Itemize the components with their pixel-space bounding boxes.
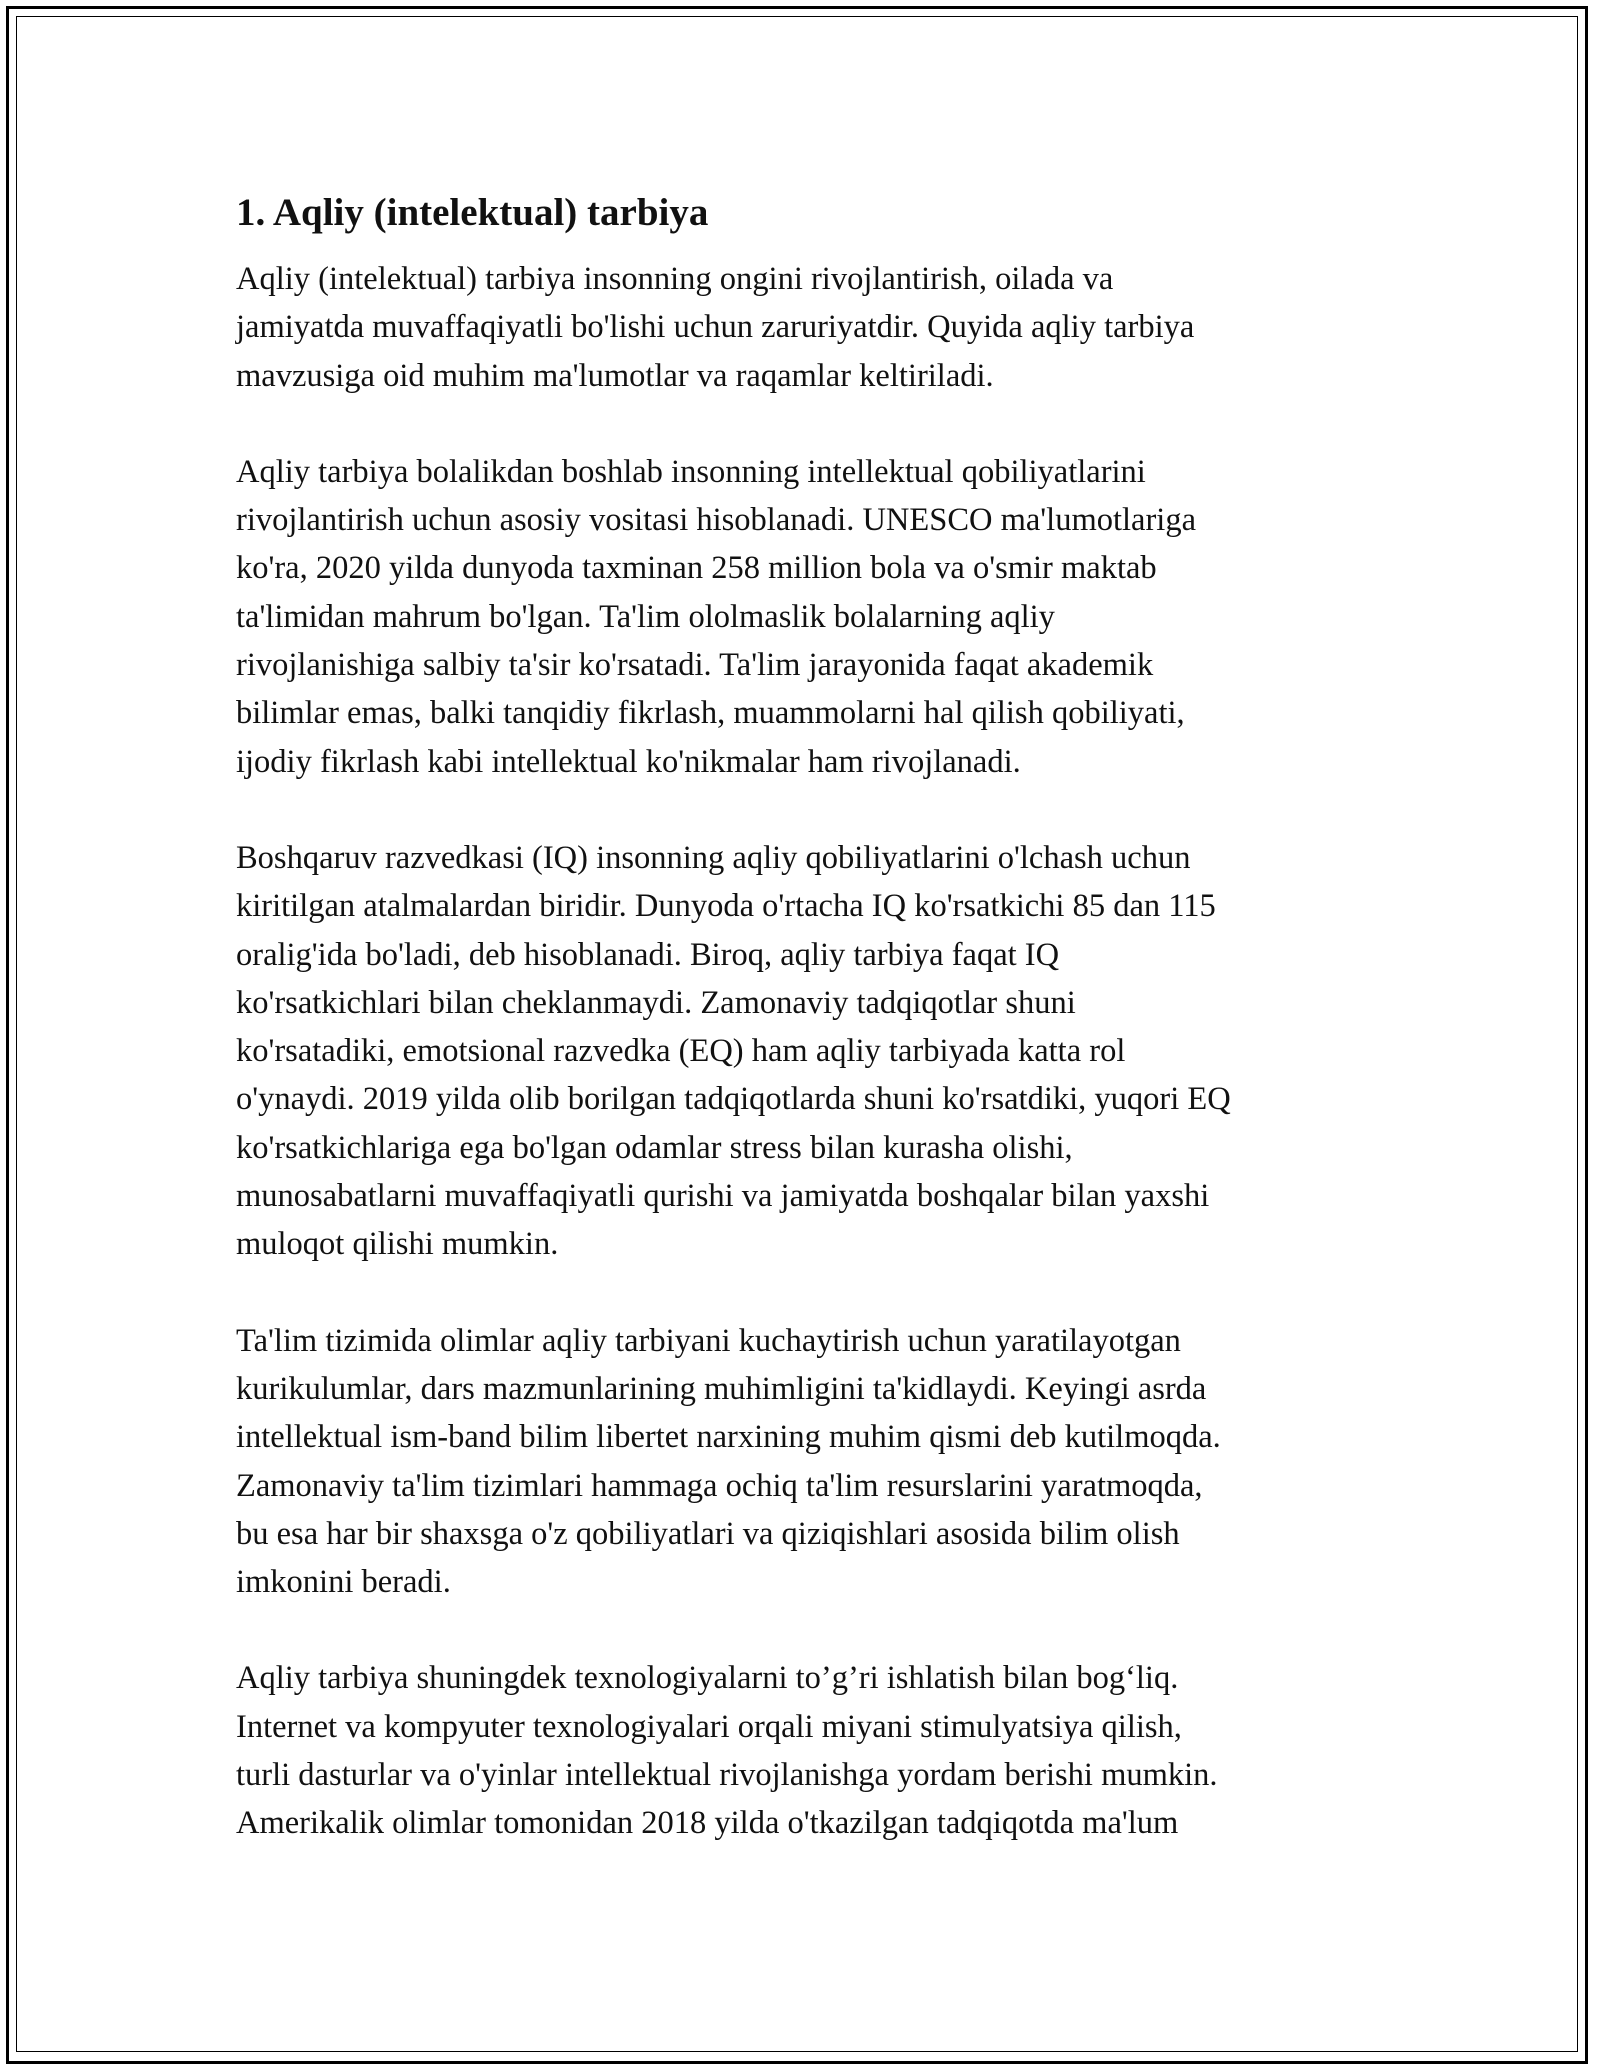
paragraph-intro: Aqliy (intelektual) tarbiya insonning ongini rivojlantirish, oilada va jamiyatda muvaffaqiyatli bo'lishi uchun zaruriyatdir. Quyida aqliy tarbiya mavzusiga oid muhim ma'lumotlar va raqamlar keltiriladi. [236, 261, 1195, 394]
paragraph-iq-eq: Boshqaruv razvedkasi (IQ) insonning aqliy qobiliyatlarini o'lchash uchun kiritilgan atalmalardan biridir. Dunyoda o'rtacha IQ ko'rsatkichi 85 dan 115 oralig'ida bo'ladi, deb hisoblanadi. Biroq, aqliy tarbiya faqat IQ ko'rsatkichlari bilan cheklanmaydi. Zamonaviy tadqiqotlar shuni ko'rsatadiki, emotsional razvedka (EQ) ham aqliy tarbiyada katta rol o'ynaydi. 2019 yilda olib borilgan tadqiqotlarda shuni ko'rsatdiki, yuqori EQ ko'rsatkichlariga ega bo'lgan odamlar stress bilan kurasha olishi, munosabatlarni muvaffaqiyatli qurishi va jamiyatda boshqalar bilan yaxshi muloqot qilishi mumkin. [236, 839, 1231, 1263]
section-heading: 1. Aqliy (intelektual) tarbiya [236, 191, 709, 234]
document-body [236, 185, 1366, 1896]
paragraph-childhood-education: Aqliy tarbiya bolalikdan boshlab insonning intellektual qobiliyatlarini rivojlantirish uchun asosiy vositasi hisoblanadi. UNESCO ma'lumotlariga ko'ra, 2020 yilda dunyoda taxminan 258 million bola va o'smir maktab ta'limidan mahrum bo'lgan. Ta'lim ololmaslik bolalarning aqliy rivojlanishiga salbiy ta'sir ko'rsatadi. Ta'lim jarayonida faqat akademik bilimlar emas, balki tanqidiy fikrlash, muammolarni hal qilish qobiliyati, ijodiy fikrlash kabi intellektual ko'nikmalar ham rivojlanadi. [236, 453, 1196, 780]
paragraph-technology: Aqliy tarbiya shuningdek texnologiyalarni to’g’ri ishlatish bilan bog‘liq. Internet va kompyuter texnologiyalari orqali miyani stimulyatsiya qilish, turli dasturlar va o'yinlar intellektual rivojlanishga yordam berishi mumkin. Amerikalik olimlar tomonidan 2018 yilda o'tkazilgan tadqiqotda ma'lum [236, 1660, 1218, 1842]
paragraph-education-system: Ta'lim tizimida olimlar aqliy tarbiyani kuchaytirish uchun yaratilayotgan kurikulumlar, dars mazmunlarining muhimligini ta'kidlaydi. Keyingi asrda intellektual ism-band bilim libertet narxining muhim qismi deb kutilmoqda. Zamonaviy ta'lim tizimlari hammaga ochiq ta'lim resurslarini yaratmoqda, bu esa har bir shaxsga o'z qobiliyatlari va qiziqishlari asosida bilim olish imkonini beradi. [236, 1322, 1221, 1601]
